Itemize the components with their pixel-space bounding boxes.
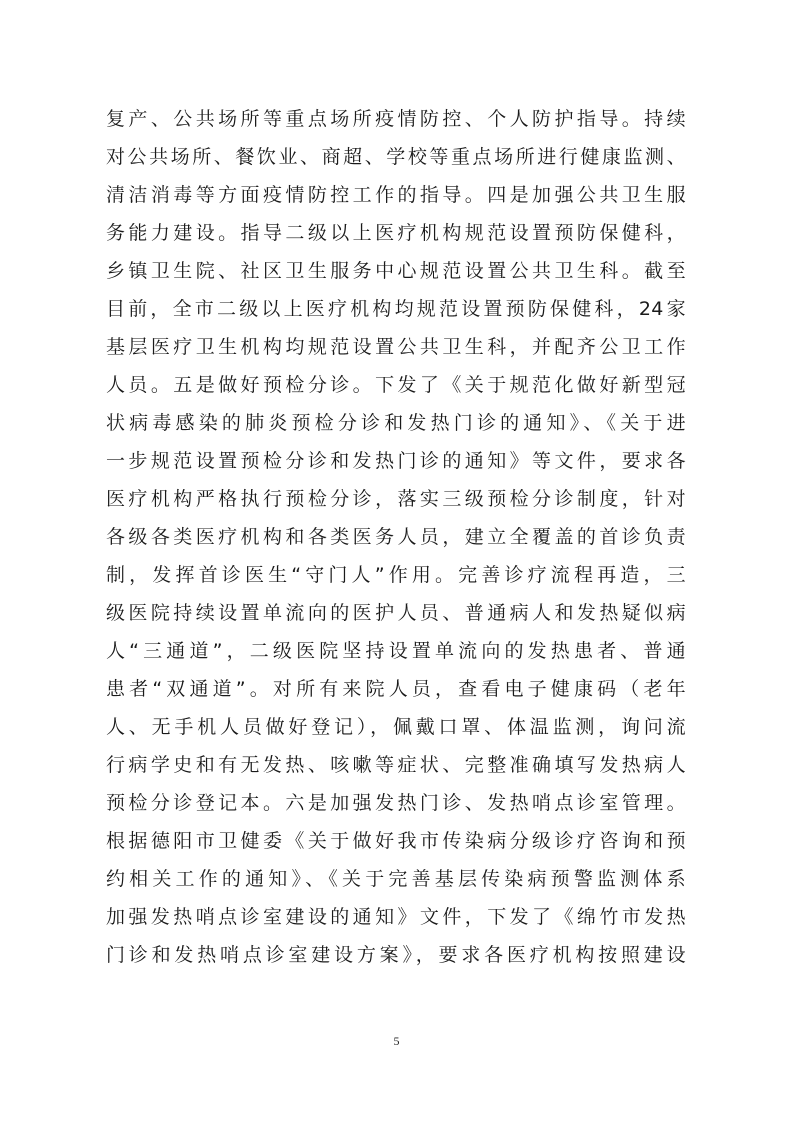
text-line: 目前，全市二级以上医疗机构均规范设置预防保健科，24家 xyxy=(106,298,686,320)
body-text xyxy=(106,100,686,974)
text-line: 状病毒感染的肺炎预检分诊和发热门诊的通知》、《关于进 xyxy=(106,412,686,434)
text-line: 各级各类医疗机构和各类医务人员，建立全覆盖的首诊负责 xyxy=(106,526,686,548)
text-line: 预检分诊登记本。六是加强发热门诊、发热哨点诊室管理。 xyxy=(106,792,686,814)
text-line: 对公共场所、餐饮业、商超、学校等重点场所进行健康监测、 xyxy=(106,146,686,168)
text-line: 人员。五是做好预检分诊。下发了《关于规范化做好新型冠 xyxy=(106,374,686,396)
text-line: 清洁消毒等方面疫情防控工作的指导。四是加强公共卫生服 xyxy=(106,184,686,206)
text-line: 复产、公共场所等重点场所疫情防控、个人防护指导。持续 xyxy=(106,108,686,130)
text-line: 制，发挥首诊医生“守门人”作用。完善诊疗流程再造，三 xyxy=(106,564,686,586)
text-line: 级医院持续设置单流向的医护人员、普通病人和发热疑似病 xyxy=(106,602,686,624)
text-line: 行病学史和有无发热、咳嗽等症状、完整准确填写发热病人 xyxy=(106,754,686,776)
text-line: 根据德阳市卫健委《关于做好我市传染病分级诊疗咨询和预 xyxy=(106,830,686,852)
text-line: 门诊和发热哨点诊室建设方案》，要求各医疗机构按照建设 xyxy=(106,944,686,966)
text-line: 基层医疗卫生机构均规范设置公共卫生科，并配齐公卫工作 xyxy=(106,336,686,358)
text-line: 医疗机构严格执行预检分诊，落实三级预检分诊制度，针对 xyxy=(106,488,686,510)
text-line: 患者“双通道”。对所有来院人员，查看电子健康码（老年 xyxy=(106,678,686,700)
text-line: 务能力建设。指导二级以上医疗机构规范设置预防保健科， xyxy=(106,222,686,244)
page-number: 5 xyxy=(393,1034,400,1048)
text-line: 人、无手机人员做好登记），佩戴口罩、体温监测，询问流 xyxy=(106,716,686,738)
text-line: 约相关工作的通知》、《关于完善基层传染病预警监测体系 xyxy=(106,868,686,890)
text-line: 人“三通道”，二级医院坚持设置单流向的发热患者、普通 xyxy=(106,640,686,662)
text-line: 加强发热哨点诊室建设的通知》文件，下发了《绵竹市发热 xyxy=(106,906,686,928)
text-line: 一步规范设置预检分诊和发热门诊的通知》等文件，要求各 xyxy=(106,450,686,472)
text-line: 乡镇卫生院、社区卫生服务中心规范设置公共卫生科。截至 xyxy=(106,260,686,282)
